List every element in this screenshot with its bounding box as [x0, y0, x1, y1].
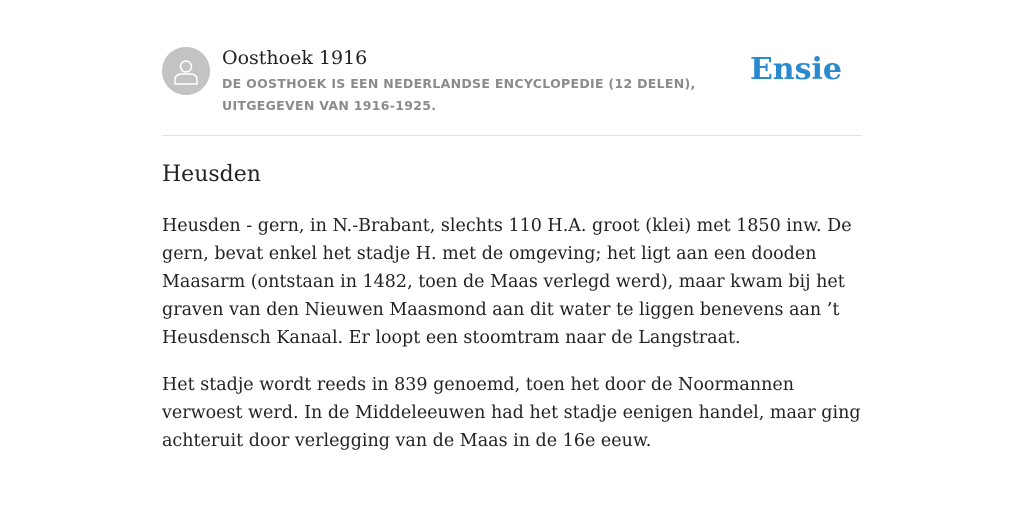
article-body: [162, 212, 862, 474]
user-icon: [162, 47, 210, 95]
source-title[interactable]: Oosthoek 1916: [222, 47, 368, 69]
article-paragraph: Het stadje wordt reeds in 839 genoemd, toen het door de Noormannen verwoest werd. In de Middeleeuwen had het stadje eenigen handel, maar ging achteruit door verlegging van de Maas in de 16e eeuw.: [162, 375, 861, 451]
divider: [162, 135, 862, 136]
source-description: DE OOSTHOEK IS EEN NEDERLANDSE ENCYCLOPEDIE (12 DELEN), UITGEGEVEN VAN 1916-1925.: [222, 76, 696, 113]
avatar[interactable]: [162, 47, 210, 95]
brand-logo[interactable]: Ensie: [749, 52, 842, 87]
source-header: [162, 44, 862, 136]
article-paragraph: Heusden - gern, in N.-Brabant, slechts 110 H.A. groot (klei) met 1850 inw. De gern, bevat enkel het stadje H. met de omgeving; het ligt aan een dooden Maasarm (ontstaan in 1482, toen de Maas verlegd werd), maar kwam bij het graven van den Nieuwen Maasmond aan dit water te liggen benevens aan ’t Heusdensch Kanaal. Er loopt een stoomtram naar de Langstraat.: [162, 216, 852, 348]
article-title: Heusden: [162, 162, 261, 187]
